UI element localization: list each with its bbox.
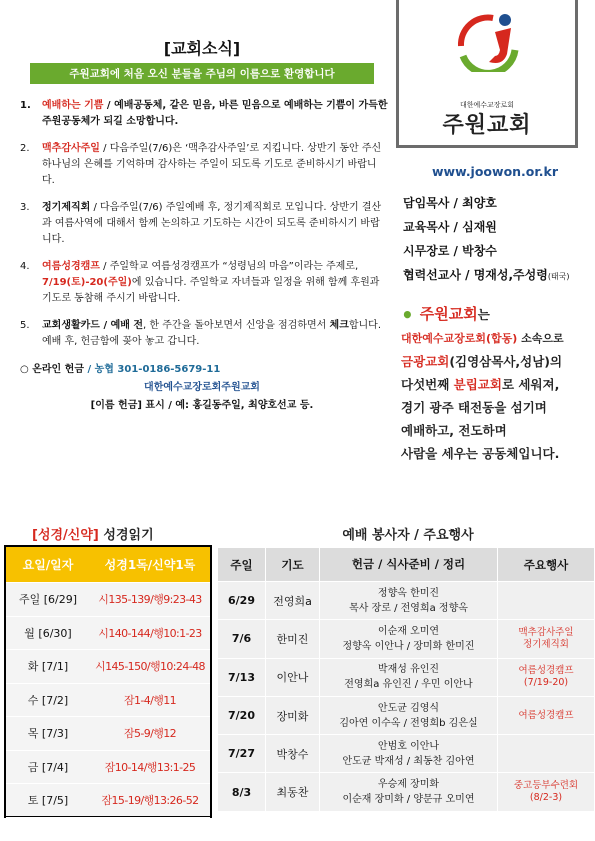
news-item: 2. 맥추감사주일 / 다음주일(7/6)은 ‘맥추감사주일’로 지킵니다. 상반기 동안 주신 하나님의 은혜를 기억하며 감사하는 주일이 되도록 기도로 준비하시기 바랍니다. (20, 143, 382, 186)
table-row: 주일 [6/29] 시135-139/행9:23-43 (6, 583, 210, 617)
staff-item: 교육목사 / 심재원 (403, 220, 497, 234)
offering-note: [이름 헌금] 표시 / 예: 홍길동주일, 최양호선교 등. (90, 400, 314, 411)
website-url[interactable]: www.joowon.or.kr (431, 164, 559, 179)
table-row: 금 [7/4] 잠10-14/행13:1-25 (6, 751, 210, 785)
table-row: 7/13 이안나 박재성 유인진 전영희a 유인진 / 우민 이안나 여름성경캠프 (7/19-20) (218, 659, 594, 697)
church-info (395, 0, 595, 465)
table-row: 목 [7/3] 잠5-9/행12 (6, 717, 210, 751)
news-items (16, 98, 388, 350)
table-row: 7/20 장미화 안도균 김영식 김아연 이수옥 / 전영희b 김은실 여름성경캠프 (218, 697, 594, 735)
welcome-banner: 주원교회에 처음 오신 분들을 주님의 이름으로 환영합니다 (30, 63, 374, 84)
logo-name: 주원교회 (442, 113, 532, 138)
staff-item: 협력선교사 / 명재성,주성령(태국) (403, 268, 570, 282)
bible-reading-table (4, 545, 212, 818)
logo-subtitle: 대한예수교장로회 (459, 101, 515, 109)
table-row: 월 [6/30] 시140-144/행10:1-23 (6, 617, 210, 651)
table-row: 7/6 한미진 이순재 오미연 정향옥 이안나 / 장미화 한미진 맥추감사주일 정기제직회 (218, 620, 594, 658)
staff-item: 시무장로 / 박창수 (403, 244, 497, 258)
table-row: 6/29 전영희a 정향옥 한미진 목사 장로 / 전영희a 정향옥 (218, 582, 594, 620)
bible-reading-title: [성경/신약] 성경읽기 (32, 528, 154, 543)
staff-item: 담임목사 / 최양호 (403, 196, 497, 210)
table-row: 수 [7/2] 잠1-4/행11 (6, 684, 210, 718)
table-row: 화 [7/1] 시145-150/행10:24-48 (6, 650, 210, 684)
church-logo (396, 0, 578, 148)
table-row: 8/3 최동찬 우승제 장미화 이순재 장미화 / 양문규 오미연 중고등부수련회 (8/2-3) (218, 773, 594, 811)
news-item: 3. 정기제직회 / 다음주일(7/6) 주일예배 후, 정기제직회로 모입니다. 상반기 결산과 여름사역에 대해서 함께 논의하고 기도하는 시간이 되도록 준비하시기 바랍니다. (20, 202, 382, 245)
news-item: 1. 예배하는 기쁨 / 예배공동체, 같은 믿음, 바른 믿음으로 예배하는 기쁨이 가득한 주원공동체가 되길 소망합니다. (20, 100, 388, 127)
table-row: 토 [7/5] 잠15-19/행13:26-52 (6, 784, 210, 818)
service-table (218, 548, 594, 812)
service-title: 예배 봉사자 / 주요행사 (342, 528, 474, 543)
account-holder: 대한예수교장로회주원교회 (144, 382, 260, 393)
staff-list (395, 191, 595, 289)
church-description: • 주원교회는 대한예수교장로회(합동) 소속으로 금광교회(김영삼목사,성남)의 다섯번째 분립교회로 세워져, 경기 광주 태전동을 섬기며 예배하고, 전도하며 사람을 세우는 공동체입니다. (401, 303, 564, 461)
bank-account: / 농협 301-0186-5679-11 (84, 364, 221, 375)
church-emblem-icon (455, 10, 521, 72)
table-row: 7/27 박창수 안범호 이안나 안도균 박재성 / 최동찬 김아연 (218, 735, 594, 773)
news-item: 5. 교회생활카드 / 예배 전, 한 주간을 돌아보면서 신앙을 점검하면서 체크합니다. 예배 후, 헌금함에 꽂아 놓고 갑니다. (20, 320, 382, 347)
table-header: 주일 기도 헌금 / 식사준비 / 정리 주요행사 (218, 548, 594, 582)
church-news (16, 36, 388, 415)
news-title: [교회소식] (163, 39, 241, 58)
table-header: 요일/일자 성경1독/신약1독 (6, 547, 210, 583)
online-offering: ○ 온라인 헌금 / 농협 301-0186-5679-11 대한예수교장로회주원교회 [이름 헌금] 표시 / 예: 홍길동주일, 최양호선교 등. (16, 361, 388, 415)
news-item: 4. 여름성경캠프 / 주일학교 여름성경캠프가 “성령님의 마음”이라는 주제로, 7/19(토)-20(주일)에 있습니다. 주일학교 자녀들과 일정을 위해 함께 후원과 기도로 동참해 주시기 바랍니다. (20, 261, 380, 304)
bullet-icon: • (401, 303, 414, 327)
